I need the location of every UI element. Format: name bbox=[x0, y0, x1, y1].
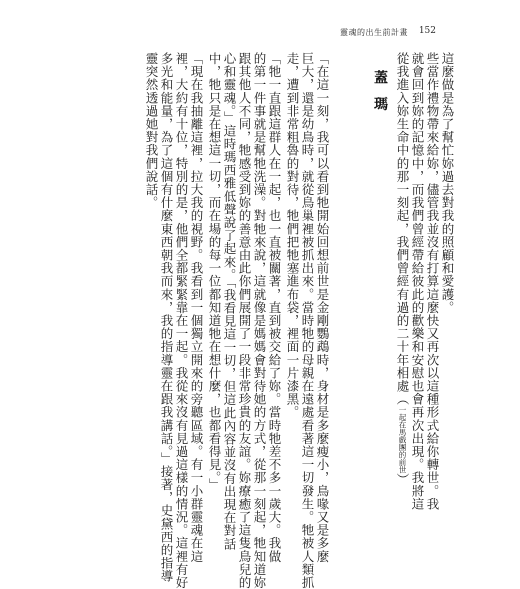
text-column: 從我進入妳生命中的那一刻起，我們曾經有過的二十年相處（一起在馬戲團的前世） bbox=[395, 52, 410, 487]
text-column: 裡，大約有十位，特別的是，他們全都緊緊靠在一起。我從來沒有見過這樣的情況。這裡有好 bbox=[174, 52, 189, 589]
running-header bbox=[0, 26, 520, 40]
text-column: 「在這一刻，我可以看到牠開始回想前世是金剛鸚鵡時，身材是多麼瘦小，鳥喙又是多麼 bbox=[315, 52, 330, 563]
running-title: 靈魂的出生前計畫 bbox=[340, 28, 408, 37]
text-column: 的第一件事就是幫牠洗澡。對牠來說，這就像是媽媽會對待她的方式，從那一刻起，牠知道妳 bbox=[252, 52, 267, 589]
page-number: 152 bbox=[418, 26, 436, 36]
text-column: 走，遭到非常粗魯的對待，牠們把牠塞進布袋，裡面一片漆黑。 bbox=[285, 52, 300, 419]
text-column: 中，牠只是在想這一切，而在場的每一位都知道牠在想什麼，也都看得見。」 bbox=[207, 52, 222, 492]
text-column: 這麼做是為了幫忙妳過去對我的照顧和愛護。 bbox=[440, 52, 455, 314]
text-column: 「牠一直跟這群人在一起，也一直被關著，直到被交給了妳。當時牠差不多一歲大。我做 bbox=[267, 52, 282, 563]
text-column: 多光和能量，為了這個有什麼東西朝我而來，我的指導靈在跟我講話。」接著，史黛西的指導 bbox=[159, 52, 174, 583]
text-column: 「現在我抽離這裡，拉大我的視野。我看到一個獨立開來的旁聽區域。有一小群靈魂在這 bbox=[189, 52, 204, 563]
text-line: 從我進入妳生命中的那一刻起，我們曾經有過的二十年相處（ bbox=[395, 52, 410, 406]
text-column: 巨大，還是幼鳥時，就從鳥巢裡被抓出來。當時牠的母親在遠處看著這一切發生。牠被人類抓 bbox=[300, 52, 315, 589]
text-column: 跟其他人不同，牠感受到妳的善意由此你們展開了一段非常珍貴的友誼。妳療癒了這隻鳥兒的 bbox=[237, 52, 252, 589]
text-column: 心和靈魂。」這時瑪西雅低聲說了起來。「我看見這一切，但這此內容並沒有出現在對話 bbox=[222, 52, 237, 551]
text-column: 靈突然透過她對我們說話。 bbox=[144, 52, 159, 210]
inline-note: 一起在馬戲團的前世 bbox=[398, 405, 407, 474]
text-column: 些當作禮物帶來給妳，儘管我並沒有打算這麼快又再次以這種形式給你轉世。我 bbox=[425, 52, 440, 511]
section-label: 蓋 瑪 bbox=[372, 70, 388, 115]
text-column: 就會回到妳的記憶中，而我們曾經帶給彼此的歡樂和安慰也會再次出現。我將這 bbox=[410, 52, 425, 511]
